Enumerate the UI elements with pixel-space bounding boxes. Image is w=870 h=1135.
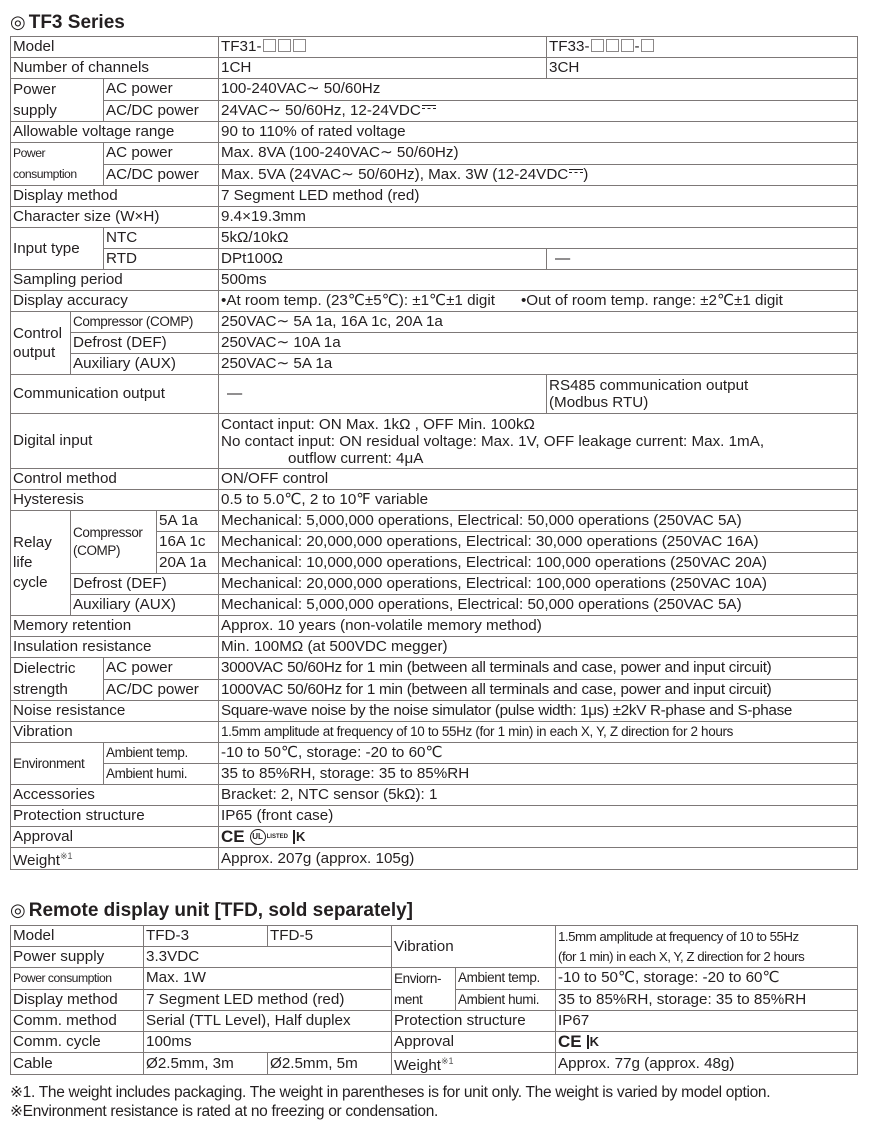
row-label: Number of channels [11,58,219,79]
row-label: Accessories [11,785,219,806]
row-value: ON/OFF control [219,469,858,490]
row-value: Mechanical: 20,000,000 operations, Electrical: 30,000 operations (250VAC 16A) [219,532,858,553]
table-row-noise-resistance [11,701,858,722]
row-value: 3000VAC 50/60Hz for 1 min (between all terminals and case, power and input circuit) [219,658,858,680]
sub-label: AC power [104,79,219,101]
row-value: 35 to 85%RH, storage: 35 to 85%RH [219,764,858,785]
row-label: Memory retention [11,616,219,637]
sub-label: AC/DC power [104,100,219,122]
table-row-relay-life-5a [11,511,858,532]
row-label: Model [11,926,144,947]
row-value: Approx. 207g (approx. 105g) [219,848,858,870]
kc-mark-icon: K [587,1035,599,1049]
table-row-digital-input [11,414,858,469]
row-label: Dielectric strength [11,658,104,701]
sub-label: AC/DC power [104,679,219,701]
table-row-environment-temp [11,743,858,764]
table-row-control-output-aux [11,354,858,375]
row-label: Input type [11,228,104,270]
ce-mark-icon: CE [221,826,245,846]
table-row-comm-cycle [11,1032,858,1053]
table-row-relay-life-aux [11,595,858,616]
row-value: 1.5mm amplitude at frequency of 10 to 55Hz (for 1 min) in each X, Y, Z direction for 2 hours [556,926,858,968]
row-label: Hysteresis [11,490,219,511]
row-value: 7 Segment LED method (red) [144,989,392,1011]
row-value: Ø2.5mm, 5m [268,1053,392,1075]
sub-label: AC power [104,658,219,680]
row-value: 250VAC∼ 10A 1a [219,333,858,354]
row-label: Power supply [11,947,144,968]
ul-listed-mark-icon: UL LISTED [250,829,288,845]
row-value: Serial (TTL Level), Half duplex [144,1011,392,1032]
row-label: Weight$^{※1}$ [392,1053,556,1075]
row-value: Mechanical: 5,000,000 operations, Electrical: 50,000 operations (250VAC 5A) [219,595,858,616]
table-row-control-output-comp [11,312,858,333]
row-value: Max. 5VA (24VAC∼ 50/60Hz), Max. 3W (12-24VDC ) [219,164,858,186]
table-row-dielectric-acdc [11,679,858,701]
sub-label: Ambient temp. [456,968,556,990]
sub-label: Defrost (DEF) [71,333,219,354]
row-label: Allowable voltage range [11,122,219,143]
row-label: Display method [11,989,144,1011]
row-value: 3CH [547,58,858,79]
row-value: Mechanical: 10,000,000 operations, Electrical: 100,000 operations (250VAC 20A) [219,553,858,574]
tf31-model: TF31- [219,37,547,58]
table-row-input-ntc [11,228,858,249]
table-row-display-method [11,186,858,207]
placeholder-box-icon [278,39,291,52]
row-value: Square-wave noise by the noise simulator (pulse width: 1μs) ±2kV R-phase and S-phase [219,701,858,722]
row-label: Vibration [392,926,556,968]
row-label: Power supply [11,79,104,122]
table-row-vibration [11,722,858,743]
row-label: Sampling period [11,270,219,291]
row-label: Power consumption [11,968,144,990]
row-label: Enviorn- ment [392,968,456,1011]
sub-label: Ambient temp. [104,743,219,764]
table-row-weight [11,848,858,870]
kc-mark-icon: K [293,830,305,844]
row-value: 90 to 110% of rated voltage [219,122,858,143]
row-value: IP67 [556,1011,858,1032]
table-row-accessories [11,785,858,806]
tf3-section-title: ◎ TF3 Series [10,12,125,33]
row-value: 250VAC∼ 5A 1a [219,354,858,375]
row-value: Contact input: ON Max. 1kΩ , OFF Min. 100kΩ No contact input: ON residual voltage: Max. 1V, OFF leakage current: Max. 1mA, outflow current: 4μA [219,414,858,469]
row-value: 1000VAC 50/60Hz for 1 min (between all terminals and case, power and input circuit) [219,679,858,701]
row-label: Weight$^{※1}$ [11,848,219,870]
sub-sub-label: 5A 1a [157,511,219,532]
row-label: Environment [11,743,104,785]
tf3-spec-table [10,36,858,870]
table-row-insulation-resistance [11,637,858,658]
ce-mark-icon: CE [558,1031,582,1051]
table-row-model [11,37,858,58]
table-row-sampling-period [11,270,858,291]
row-value: Mechanical: 20,000,000 operations, Electrical: 100,000 operations (250VAC 10A) [219,574,858,595]
row-value: Ø2.5mm, 3m [144,1053,268,1075]
row-value: 24VAC∼ 50/60Hz, 12-24VDC [219,100,858,122]
row-value: Approx. 77g (approx. 48g) [556,1053,858,1075]
row-label: Control output [11,312,71,375]
footnotes [10,1083,770,1121]
row-value: 100-240VAC∼ 50/60Hz [219,79,858,101]
row-label: Display method [11,186,219,207]
table-row-input-rtd [11,249,858,270]
row-label: Noise resistance [11,701,219,722]
row-value [556,1032,858,1053]
placeholder-box-icon [621,39,634,52]
row-value: Mechanical: 5,000,000 operations, Electrical: 50,000 operations (250VAC 5A) [219,511,858,532]
row-value: Bracket: 2, NTC sensor (5kΩ): 1 [219,785,858,806]
row-value: — [219,375,547,414]
dc-symbol-icon [422,105,436,112]
row-value: Min. 100MΩ (at 500VDC megger) [219,637,858,658]
row-value: 0.5 to 5.0℃, 2 to 10℉ variable [219,490,858,511]
table-row-power-consumption-acdc [11,164,858,186]
sub-label: AC power [104,143,219,165]
placeholder-box-icon [641,39,654,52]
table-row-cable [11,1053,858,1075]
row-value: -10 to 50℃, storage: -20 to 60℃ [556,968,858,990]
table-row-power-supply-acdc [11,100,858,122]
sub-label: Auxiliary (AUX) [71,595,219,616]
dc-symbol-icon [569,169,583,176]
placeholder-box-icon [606,39,619,52]
table-row-dielectric-ac [11,658,858,680]
table-row-power-consumption-ac [11,143,858,165]
row-label: Comm. cycle [11,1032,144,1053]
row-value: •At room temp. (23℃±5℃): ±1℃±1 digit •Out of room temp. range: ±2℃±1 digit [219,291,858,312]
row-label: Comm. method [11,1011,144,1032]
table-row-voltage-range [11,122,858,143]
row-label: Approval [11,827,219,848]
row-label: Relay life cycle [11,511,71,616]
table-row-control-method [11,469,858,490]
row-label: Power consumption [11,143,104,186]
row-value: Max. 1W [144,968,392,990]
table-row-channels [11,58,858,79]
row-value: 5kΩ/10kΩ [219,228,858,249]
row-label: Protection structure [392,1011,556,1032]
row-value: 3.3VDC [144,947,392,968]
row-label: Insulation resistance [11,637,219,658]
sub-label: NTC [104,228,219,249]
table-row-power-supply-ac [11,79,858,101]
sub-label: RTD [104,249,219,270]
sub-label: Ambient humi. [104,764,219,785]
row-value: 500ms [219,270,858,291]
sub-label: Compressor (COMP) [71,511,157,574]
table-row-control-output-def [11,333,858,354]
sub-label: Defrost (DEF) [71,574,219,595]
table-row-approval [11,827,858,848]
table-row-model [11,926,858,947]
sub-label: Auxiliary (AUX) [71,354,219,375]
row-label: Model [11,37,219,58]
table-row-communication-output [11,375,858,414]
row-value: -10 to 50℃, storage: -20 to 60℃ [219,743,858,764]
double-circle-icon: ◎ [10,12,26,32]
row-label: Character size (W×H) [11,207,219,228]
tfd-section-title: ◎ Remote display unit [TFD, sold separately] [10,900,414,921]
table-row-display-accuracy [11,291,858,312]
table-row-comm-method [11,1011,858,1032]
row-label: Protection structure [11,806,219,827]
row-value: 35 to 85%RH, storage: 35 to 85%RH [556,989,858,1011]
tfd-spec-table [10,925,858,1075]
tf33-model: TF33- - [547,37,858,58]
row-value: 1.5mm amplitude at frequency of 10 to 55Hz (for 1 min) in each X, Y, Z direction for 2 hours [219,722,858,743]
row-label: Vibration [11,722,219,743]
row-label: Cable [11,1053,144,1075]
table-row-protection [11,806,858,827]
row-label: Control method [11,469,219,490]
sub-sub-label: 20A 1a [157,553,219,574]
row-label: Display accuracy [11,291,219,312]
row-value: RS485 communication output (Modbus RTU) [547,375,858,414]
row-value: Max. 8VA (100-240VAC∼ 50/60Hz) [219,143,858,165]
placeholder-box-icon [263,39,276,52]
footnote: ※Environment resistance is rated at no freezing or condensation. [10,1103,439,1120]
table-row-power-consumption [11,968,858,990]
placeholder-box-icon [591,39,604,52]
table-row-environment-humi [11,764,858,785]
row-value: Approx. 10 years (non-volatile memory method) [219,616,858,637]
footnote: ※1. The weight includes packaging. The weight in parentheses is for unit only. The weight is varied by model option. [10,1084,771,1101]
sub-label: AC/DC power [104,164,219,186]
table-row-memory-retention [11,616,858,637]
row-value: DPt100Ω [219,249,547,270]
table-row-relay-life-def [11,574,858,595]
tfd3-model: TFD-3 [144,926,268,947]
tfd5-model: TFD-5 [268,926,392,947]
row-value: IP65 (front case) [219,806,858,827]
sub-label: Compressor (COMP) [71,312,219,333]
table-row-character-size [11,207,858,228]
row-value: 7 Segment LED method (red) [219,186,858,207]
row-label: Communication output [11,375,219,414]
row-value: 100ms [144,1032,392,1053]
row-value: 9.4×19.3mm [219,207,858,228]
row-label: Approval [392,1032,556,1053]
sub-sub-label: 16A 1c [157,532,219,553]
row-value: 1CH [219,58,547,79]
table-row-hysteresis [11,490,858,511]
placeholder-box-icon [293,39,306,52]
row-label: Digital input [11,414,219,469]
sub-label: Ambient humi. [456,989,556,1011]
row-value [219,827,858,848]
double-circle-icon: ◎ [10,900,26,920]
row-value: 250VAC∼ 5A 1a, 16A 1c, 20A 1a [219,312,858,333]
row-value: — [547,249,858,270]
